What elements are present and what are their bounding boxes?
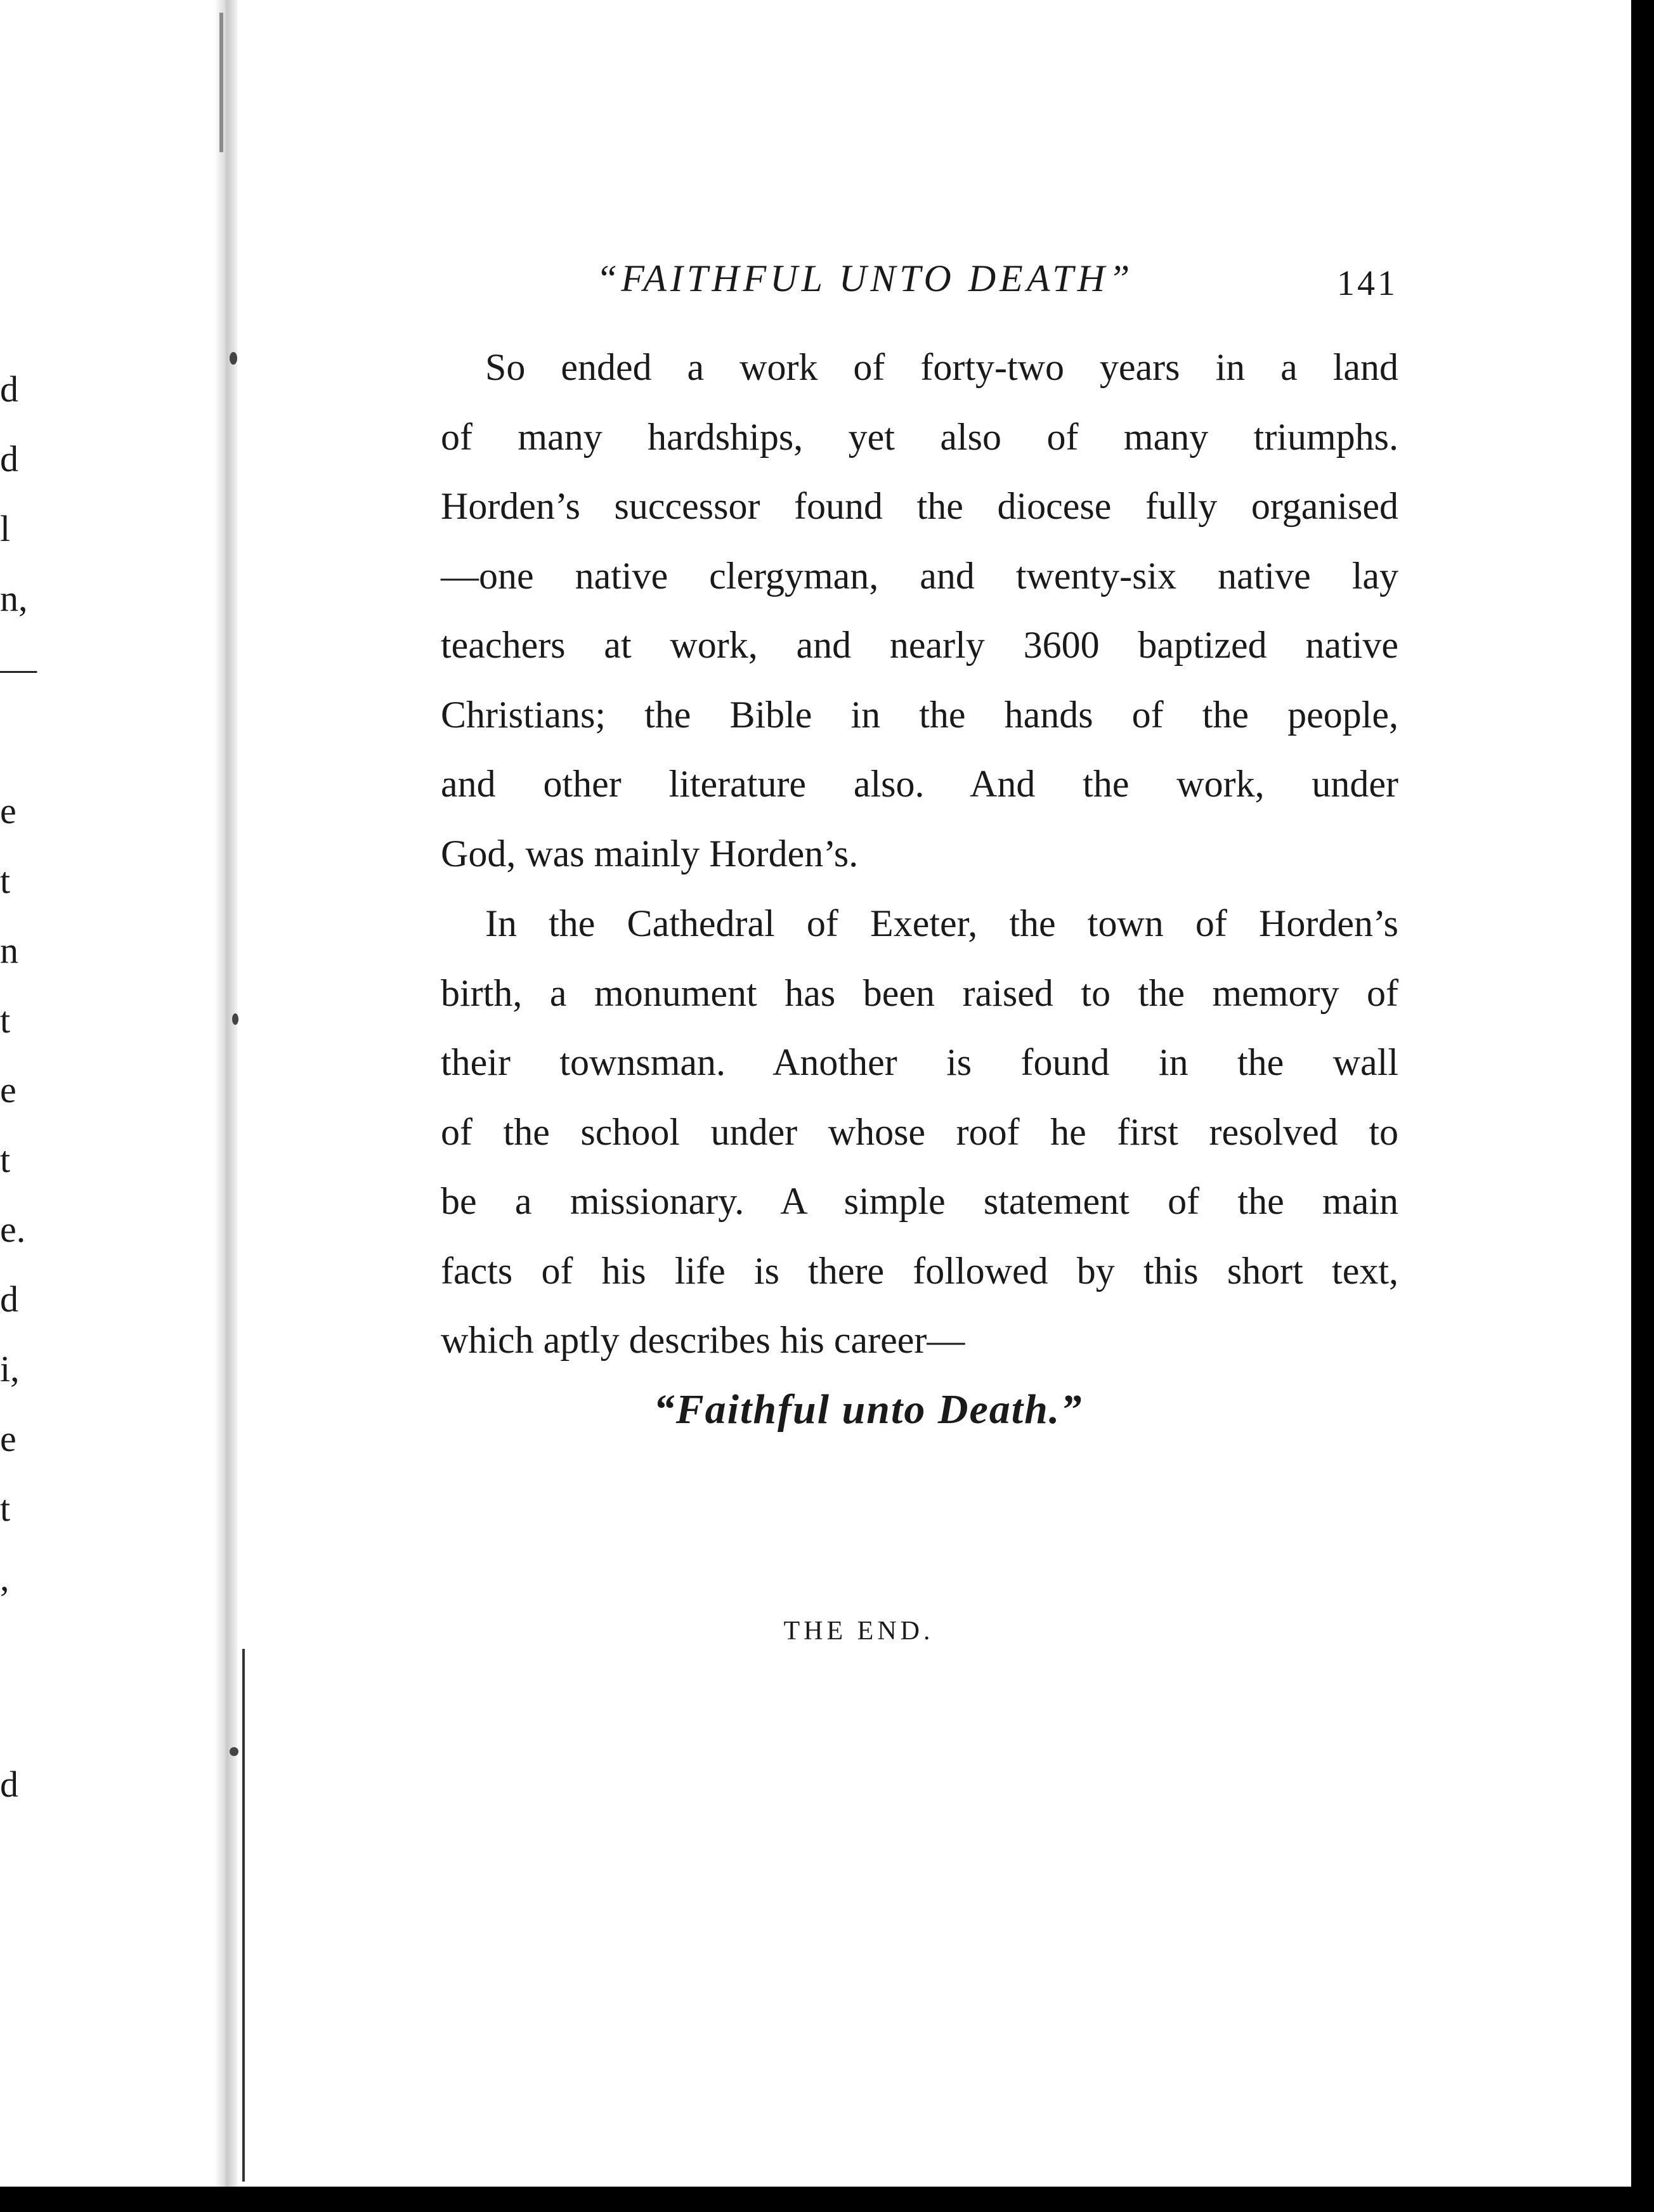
text-line: —one native clergyman, and twenty-six native lay [441, 554, 1398, 597]
scan-border-right [1631, 0, 1654, 2212]
facing-page-fragment: t [0, 1142, 11, 1178]
text-line: In the Cathedral of Exeter, the town of Horden’s [485, 902, 1398, 944]
facing-page-fragment: e [0, 1421, 16, 1457]
text-line: of many hardships, yet also of many triumphs. [441, 415, 1398, 458]
gutter-crease-top [219, 13, 223, 152]
facing-page-fragment: e [0, 1072, 16, 1109]
page-gutter-shadow [214, 0, 237, 2187]
motto-text: “Faithful unto Death.” [653, 1386, 1083, 1433]
text-line: birth, a monument has been raised to the memory of [441, 972, 1398, 1014]
scan-speck [230, 352, 237, 365]
facing-page-fragment: t [0, 862, 11, 899]
facing-page-fragment: i, [0, 1351, 20, 1388]
text-line: Horden’s successor found the diocese fully organised [441, 485, 1398, 527]
text-line: God, was mainly Horden’s. [441, 832, 859, 875]
facing-page-fragment: — [0, 650, 37, 687]
running-head: “FAITHFUL UNTO DEATH” [596, 257, 1134, 299]
gutter-crease-bottom [242, 1649, 245, 2182]
facing-page-fragment: t [0, 1490, 11, 1527]
scan-speck [232, 1013, 238, 1025]
page-number: 141 [1337, 264, 1398, 303]
scan-border-bottom [0, 2187, 1654, 2212]
text-line: of the school under whose roof he first resolved to [441, 1110, 1398, 1153]
text-line: their townsman. Another is found in the wall [441, 1041, 1398, 1083]
facing-page-fragment: , [0, 1560, 10, 1597]
text-line: facts of his life is there followed by this short text, [441, 1249, 1398, 1292]
text-line: be a missionary. A simple statement of the main [441, 1180, 1398, 1222]
text-line: and other literature also. And the work, under [441, 763, 1398, 805]
text-line: So ended a work of forty-two years in a land [485, 346, 1398, 388]
paragraph-2 [441, 889, 1398, 1376]
the-end-label: THE END. [783, 1617, 934, 1646]
facing-page-fragment: e [0, 793, 16, 829]
scan-speck [230, 1747, 238, 1756]
facing-page-fragment: e. [0, 1211, 26, 1248]
paragraph-1 [441, 333, 1398, 888]
facing-page-fragment: d [0, 441, 18, 478]
facing-page-fragment: n, [0, 580, 28, 617]
facing-page-fragment: d [0, 371, 18, 408]
facing-page-fragment: n [0, 932, 18, 969]
text-line: which aptly describes his career— [441, 1319, 965, 1361]
facing-page-fragment: d [0, 1281, 18, 1318]
facing-page-fragment: l [0, 511, 11, 547]
facing-page-fragment: d [0, 1766, 18, 1803]
facing-page-fragment: t [0, 1002, 11, 1039]
text-line: Christians; the Bible in the hands of the people, [441, 693, 1398, 736]
text-line: teachers at work, and nearly 3600 baptized native [441, 624, 1398, 666]
